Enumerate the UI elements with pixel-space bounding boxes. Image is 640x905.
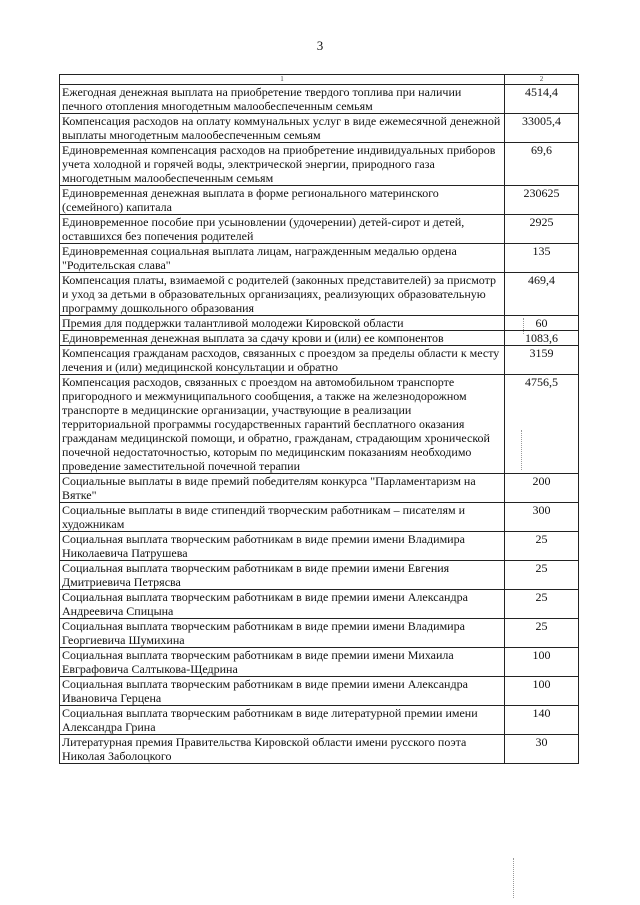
table-row [60, 503, 579, 532]
payment-description: Единовременная социальная выплата лицам, награжденным медалью ордена "Родительская слава" [60, 244, 505, 273]
table-row [60, 648, 579, 677]
table-row [60, 375, 579, 474]
payment-amount: 4756,5 [505, 375, 579, 474]
payment-amount: 69,6 [505, 143, 579, 186]
payment-description: Единовременная денежная выплата за сдачу крови и (или) ее компонентов [60, 331, 505, 346]
payment-description: Премия для поддержки талантливой молодежи Кировской области [60, 316, 505, 331]
payment-description: Компенсация платы, взимаемой с родителей (законных представителей) за присмотр и уход за детьми в образовательных организациях, реализующих образовательную программу дошкольного образования [60, 273, 505, 316]
table-row [60, 186, 579, 215]
table-row [60, 735, 579, 764]
table-row [60, 532, 579, 561]
payment-amount: 230625 [505, 186, 579, 215]
payment-description: Социальные выплаты в виде премий победителям конкурса "Парламентаризм на Вятке" [60, 474, 505, 503]
table-row [60, 619, 579, 648]
payment-amount: 60 [505, 316, 579, 331]
table-row [60, 244, 579, 273]
payment-description: Социальная выплата творческим работникам в виде премии имени Евгения Дмитриевича Петрясва [60, 561, 505, 590]
payment-amount: 25 [505, 532, 579, 561]
payment-description: Социальная выплата творческим работникам в виде премии имени Александра Ивановича Герцена [60, 677, 505, 706]
payment-amount: 2925 [505, 215, 579, 244]
payment-description: Компенсация расходов, связанных с проездом на автомобильном транспорте пригородного и межмуниципального сообщения, а также на железнодорожном транспорте в медицинские организации, участвующие в реализации территориальной программы государственных гарантий бесплатного оказания гражданам медицинской помощи, и обратно, гражданам, страдающим хронической почечной недостаточностью, которым по медицинским показаниям необходимо проведение заместительной почечной терапии [60, 375, 505, 474]
payment-amount: 25 [505, 561, 579, 590]
table-row [60, 114, 579, 143]
payment-description: Литературная премия Правительства Кировской области имени русского поэта Николая Заболоцкого [60, 735, 505, 764]
payment-description: Компенсация гражданам расходов, связанных с проездом за пределы области к месту лечения и (или) медицинской консультации и обратно [60, 346, 505, 375]
payment-amount: 3159 [505, 346, 579, 375]
payment-amount: 135 [505, 244, 579, 273]
table-row [60, 561, 579, 590]
payment-description: Социальная выплата творческим работникам в виде премии имени Владимира Георгиевича Шумихина [60, 619, 505, 648]
scan-artifact-line [521, 430, 523, 470]
payment-amount: 300 [505, 503, 579, 532]
scan-artifact-line [513, 858, 515, 898]
page-number: 3 [316, 38, 324, 53]
table-row [60, 85, 579, 114]
payment-description: Социальные выплаты в виде стипендий творческим работникам – писателям и художникам [60, 503, 505, 532]
payment-description: Социальная выплата творческим работникам в виде литературной премии имени Александра Грина [60, 706, 505, 735]
table-row [60, 346, 579, 375]
table-row [60, 143, 579, 186]
table-row [60, 215, 579, 244]
column-number-2: 2 [505, 75, 579, 85]
payment-description: Единовременная денежная выплата в форме регионального материнского (семейного) капитала [60, 186, 505, 215]
payment-amount: 200 [505, 474, 579, 503]
table-row [60, 474, 579, 503]
payments-table [59, 74, 579, 764]
table-row [60, 331, 579, 346]
payment-description: Единовременное пособие при усыновлении (удочерении) детей-сирот и детей, оставшихся без попечения родителей [60, 215, 505, 244]
payment-amount: 100 [505, 648, 579, 677]
payment-description: Социальная выплата творческим работникам в виде премии имени Михаила Евграфовича Салтыкова-Щедрина [60, 648, 505, 677]
payment-description: Социальная выплата творческим работникам в виде премии имени Владимира Николаевича Патрушева [60, 532, 505, 561]
payment-amount: 1083,6 [505, 331, 579, 346]
payment-amount: 140 [505, 706, 579, 735]
payment-amount: 25 [505, 619, 579, 648]
payment-description: Единовременная компенсация расходов на приобретение индивидуальных приборов учета холодной и горячей воды, электрической энергии, природного газа многодетным малообеспеченным семьям [60, 143, 505, 186]
table-row [60, 316, 579, 331]
payment-description: Социальная выплата творческим работникам в виде премии имени Александра Андреевича Спицына [60, 590, 505, 619]
table-row [60, 677, 579, 706]
payment-amount: 33005,4 [505, 114, 579, 143]
payment-description: Компенсация расходов на оплату коммунальных услуг в виде ежемесячной денежной выплаты многодетным малообеспеченным семьям [60, 114, 505, 143]
payment-amount: 4514,4 [505, 85, 579, 114]
payment-amount: 30 [505, 735, 579, 764]
scan-artifact-line [523, 318, 525, 334]
column-number-1: 1 [60, 75, 505, 85]
table-row [60, 706, 579, 735]
payment-amount: 25 [505, 590, 579, 619]
column-number-row [60, 75, 579, 85]
payment-description: Ежегодная денежная выплата на приобретение твердого топлива при наличии печного отопления многодетным малообеспеченным семьям [60, 85, 505, 114]
table-row [60, 590, 579, 619]
payment-amount: 469,4 [505, 273, 579, 316]
table-row [60, 273, 579, 316]
payment-amount: 100 [505, 677, 579, 706]
